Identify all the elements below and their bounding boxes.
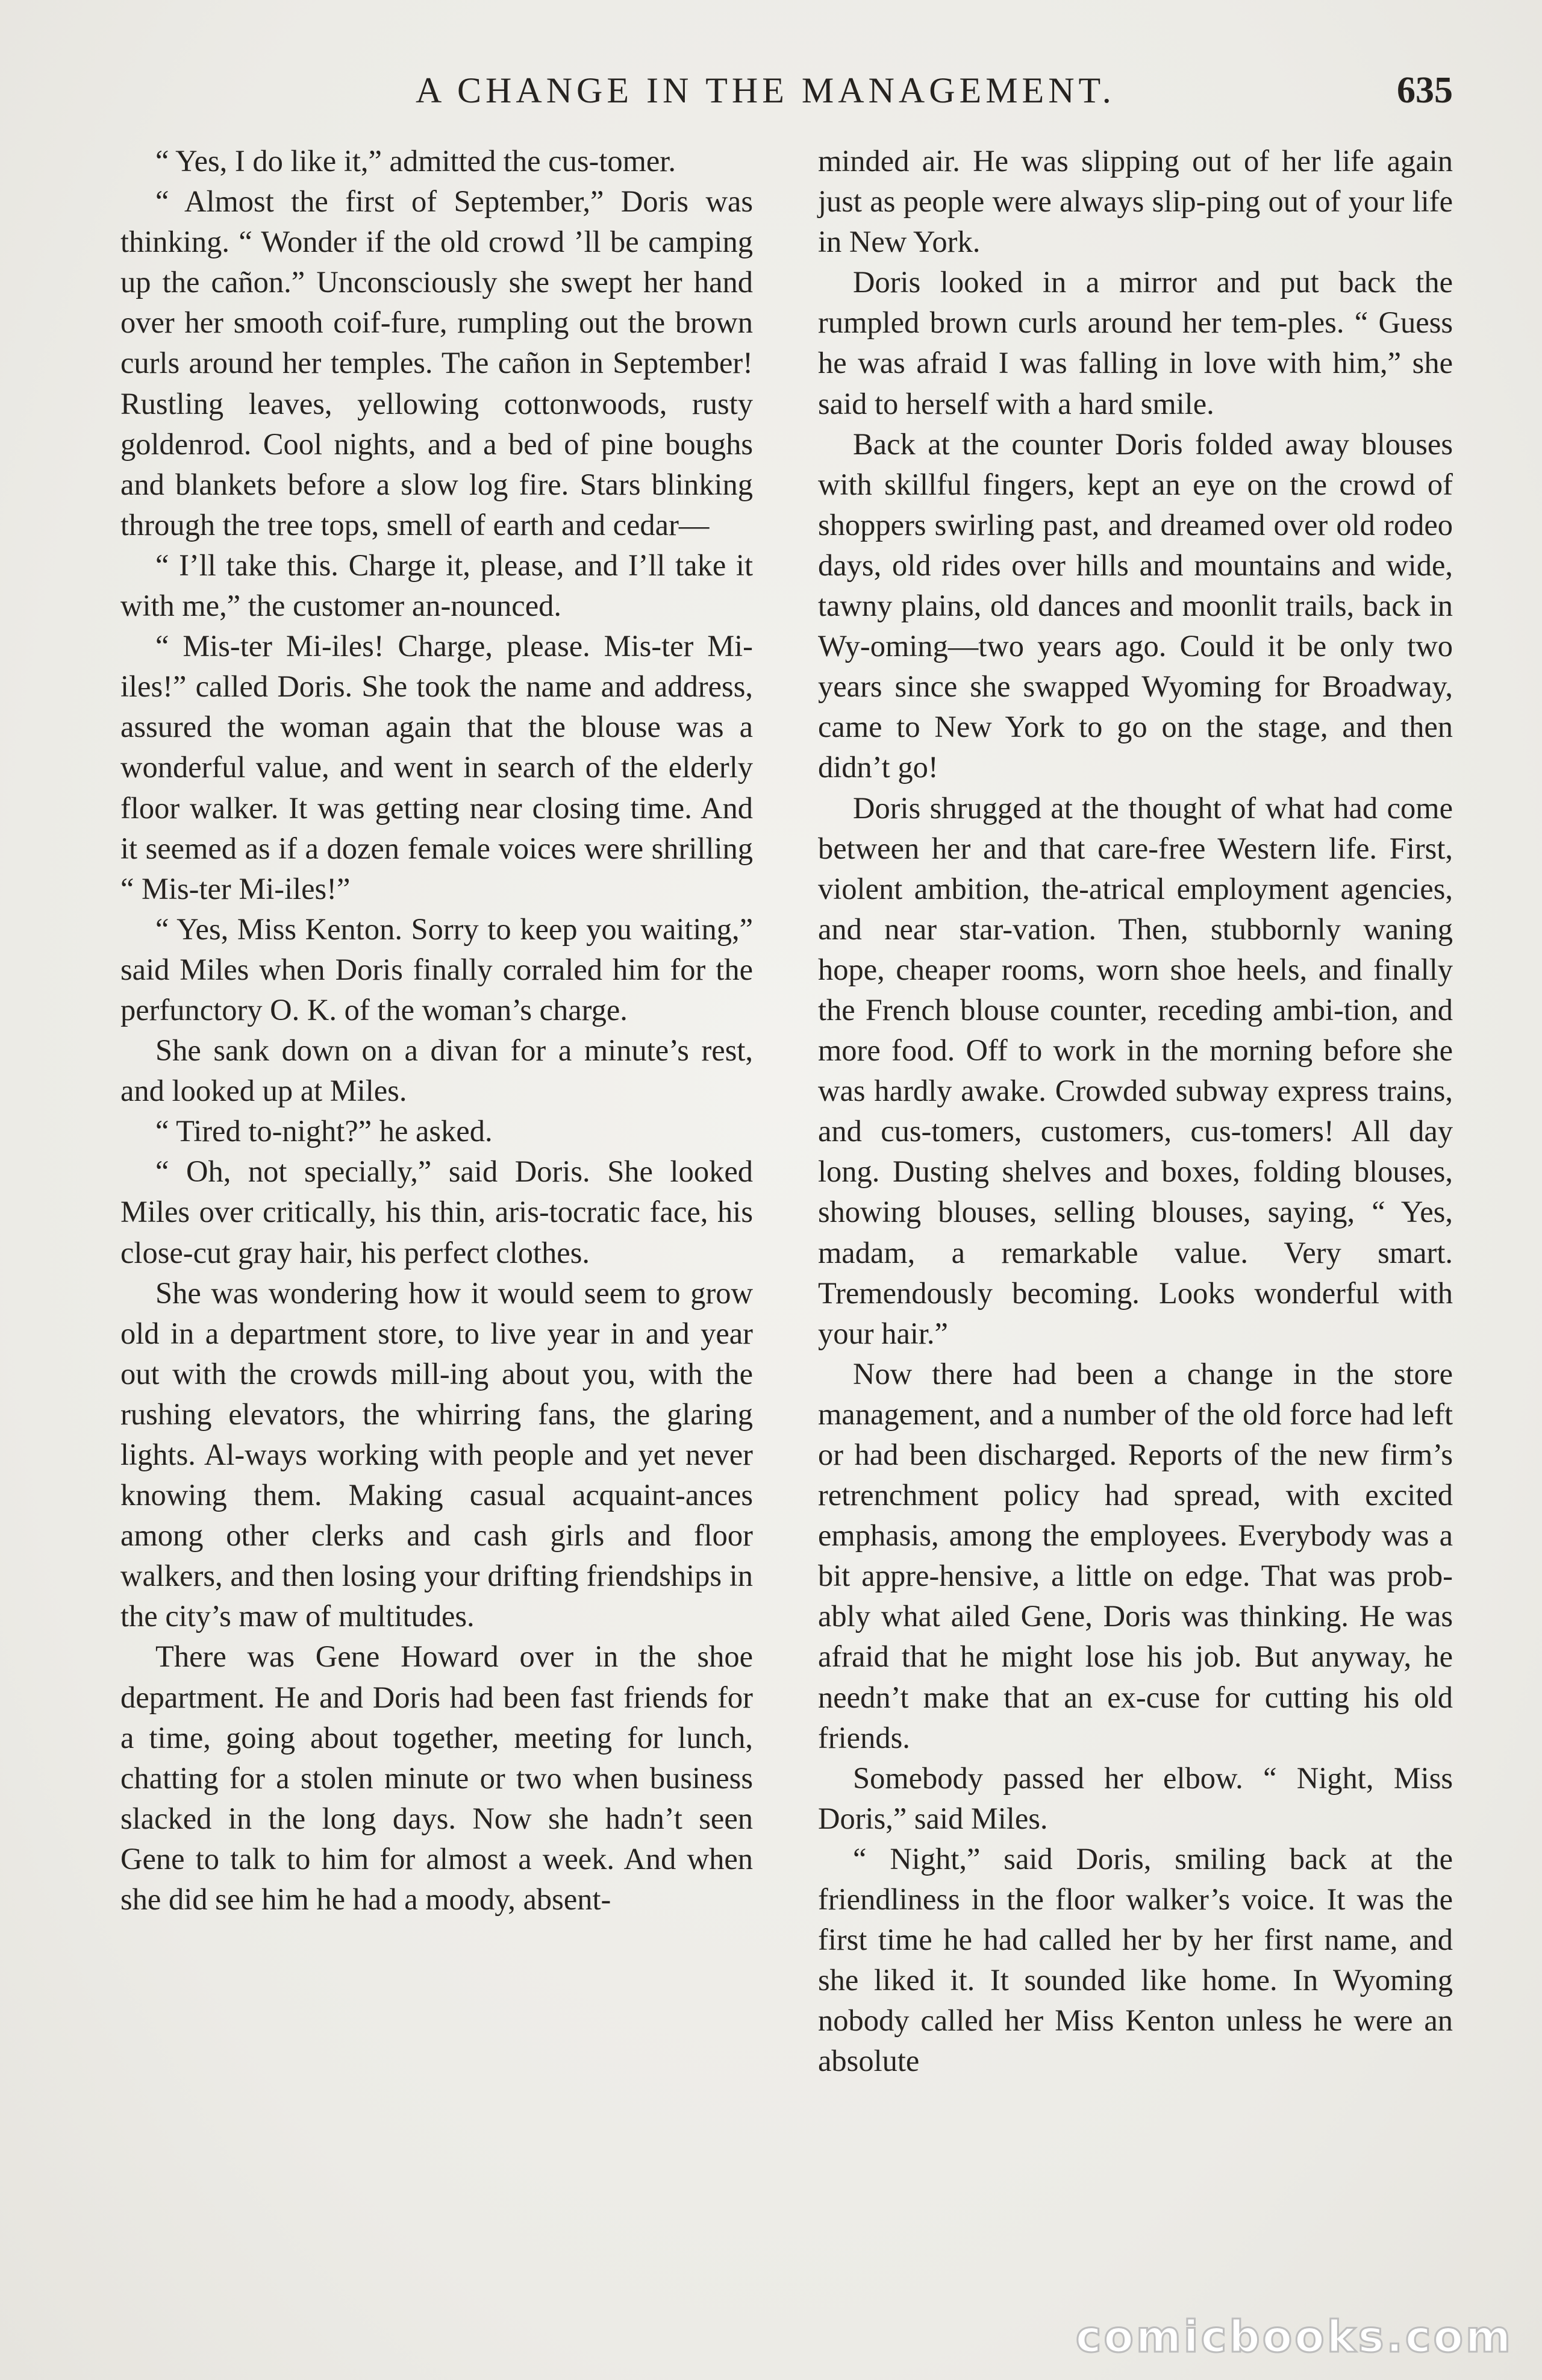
paragraph: She sank down on a divan for a minute’s rest, and looked up at Miles. [120,1033,753,1108]
running-header [120,66,1453,114]
right-column [818,141,1453,2082]
paragraph: “ Mis-ter Mi-iles! Charge, please. Mis-ter Mi-iles!” called Doris. She took the name and address, assured the woman again that the blouse was a wonderful value, and went in search of the elderly floor walker. It was getting near closing time. And it seemed as if a dozen female voices were shrilling “ Mis-ter Mi-iles!” [120,629,753,906]
left-column [120,141,753,1920]
paragraph: “ Oh, not specially,” said Doris. She looked Miles over critically, his thin, aris-tocratic face, his close-cut gray hair, his perfect clothes. [120,1154,753,1270]
paragraph: Now there had been a change in the store management, and a number of the old force had left or had been discharged. Reports of the new firm’s retrenchment policy had spread, with excited emphasis, among the employees. Everybody was a bit appre-hensive, a little on edge. That was prob-ably what ailed Gene, Doris was thinking. He was afraid that he might lose his job. But anyway, he needn’t make that an ex-cuse for cutting his old friends. [818,1356,1453,1755]
paragraph: “ I’ll take this. Charge it, please, and I’ll take it with me,” the customer an-nounced. [120,548,753,623]
paragraph: She was wondering how it would seem to grow old in a department store, to live year in and year out with the crowds mill-ing about you, with the rushing elevators, the whirring fans, the glaring lights. Al-ways working with people and yet never knowing them. Making casual acquaint-ances among other clerks and cash girls and floor walkers, and then losing your drifting friendships in the city’s maw of multitudes. [120,1276,753,1633]
paragraph: “ Yes, Miss Kenton. Sorry to keep you waiting,” said Miles when Doris finally corraled him for the perfunctory O. K. of the woman’s charge. [120,912,753,1027]
running-title: A CHANGE IN THE MANAGEMENT. [416,70,1116,110]
paragraph: “ Yes, I do like it,” admitted the cus-tomer. [155,144,676,178]
paragraph: There was Gene Howard over in the shoe department. He and Doris had been fast friends for a time, going about together, meeting for lunch, chatting for a stolen minute or two when business slacked in the long days. Now she hadn’t seen Gene to talk to him for almost a week. And when she did see him he had a moody, absent- [120,1639,753,1917]
paragraph: “ Tired to-night?” he asked. [155,1114,493,1148]
paragraph: Somebody passed her elbow. “ Night, Miss Doris,” said Miles. [818,1761,1453,1835]
paragraph: Doris shrugged at the thought of what had come between her and that care-free Western life. First, violent ambition, the-atrical employment agencies, and near star-vation. Then, stubbornly waning hope, cheaper rooms, worn shoe heels, and finally the French blouse counter, receding ambi-tion, and more food. Off to work in the morning before she was hardly awake. Crowded subway express trains, and cus-tomers, customers, cus-tomers! All day long. Dusting shelves and boxes, folding blouses, showing blouses, selling blouses, saying, “ Yes, madam, a remarkable value. Very smart. Tremendously becoming. Looks wonderful with your hair.” [818,791,1453,1350]
paragraph: Back at the counter Doris folded away blouses with skillful fingers, kept an eye on the crowd of shoppers swirling past, and dreamed over old rodeo days, old rides over hills and mountains and wide, tawny plains, old dances and moonlit trails, back in Wy-oming—two years ago. Could it be only two years since she swapped Wyoming for Broadway, came to New York to go on the stage, and then didn’t go! [818,427,1453,784]
paragraph: “ Night,” said Doris, smiling back at the friendliness in the floor walker’s voice. It was the first time he had called her by her first name, and she liked it. It sounded like home. In Wyoming nobody called her Miss Kenton unless he were an absolute [818,1841,1453,2078]
paragraph-continued: minded air. He was slipping out of her life again just as people were always slip-ping out of your life in New York. [818,144,1453,259]
page-number: 635 [1397,70,1453,111]
site-watermark: comicbooks.com [1075,2311,1513,2362]
paragraph: “ Almost the first of September,” Doris was thinking. “ Wonder if the old crowd ’ll be camping up the cañon.” Unconsciously she swept her hand over her smooth coif-fure, rumpling out the brown curls around her temples. The cañon in September! Rustling leaves, yellowing cottonwoods, rusty goldenrod. Cool nights, and a bed of pine boughs and blankets before a slow log fire. Stars blinking through the tree tops, smell of earth and cedar— [120,184,753,542]
paragraph: Doris looked in a mirror and put back the rumpled brown curls around her tem-ples. “ Guess he was afraid I was falling in love with him,” she said to herself with a hard smile. [818,265,1453,421]
